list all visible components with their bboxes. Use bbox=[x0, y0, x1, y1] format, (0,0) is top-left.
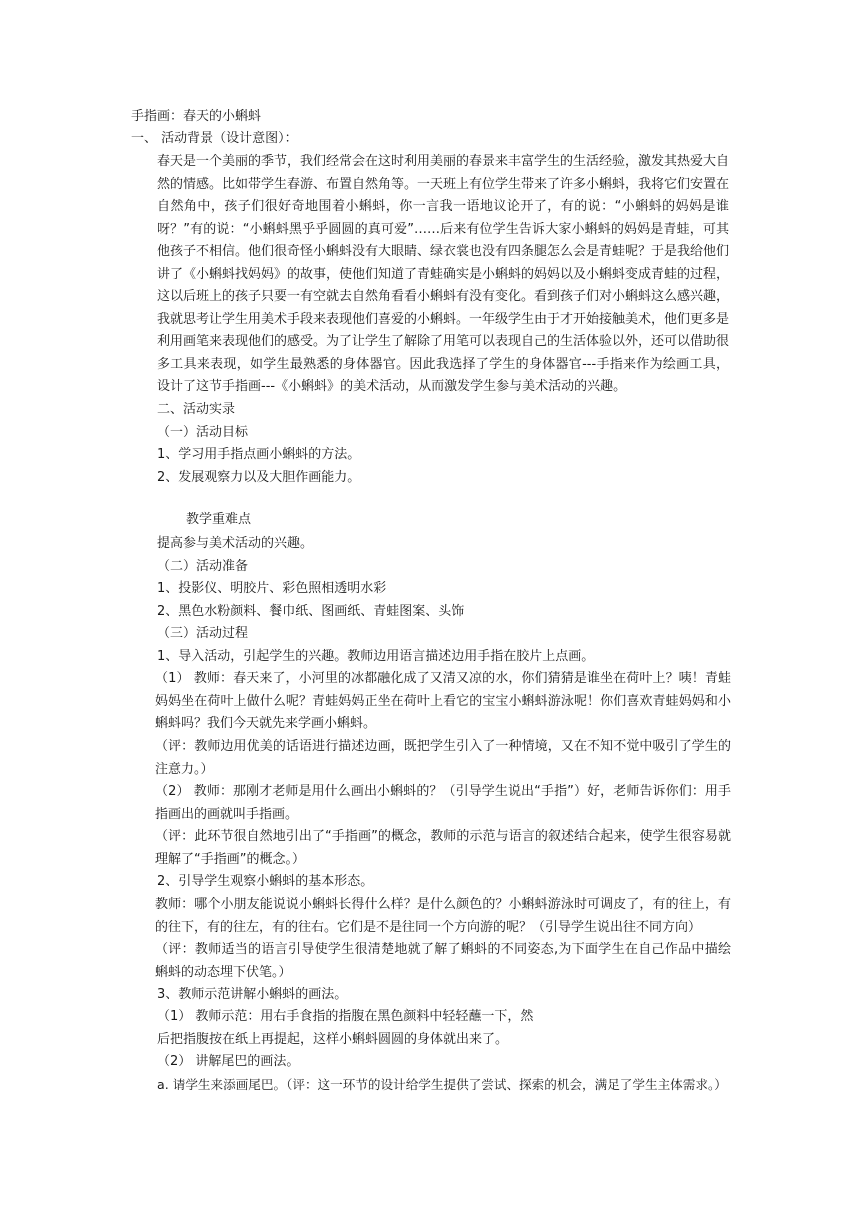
step-1-2: （2） 教师：那刚才老师是用什么画出小蝌蚪的？（引导学生说出“手指”）好，老师告诉你们：用手指画出的画就叫手指画。 bbox=[155, 784, 731, 822]
step-1-1: （1） 教师：春天来了，小河里的冰都融化成了又清又凉的水，你们猜猜是谁坐在荷叶上？咦！青蛙妈妈坐在荷叶上做什么呢？青蛙妈妈正坐在荷叶上看它的宝宝小蝌蚪游泳呢！你们喜欢青蛙妈妈和小蝌蚪吗？我们今天就先来学画小蝌蚪。 bbox=[155, 671, 731, 731]
goal-item-2: 2、发展观察力以及大胆作画能力。 bbox=[157, 470, 361, 485]
goal-item-1: 1、学习用手指点画小蝌蚪的方法。 bbox=[157, 447, 361, 462]
prep-heading: （二）活动准备 bbox=[157, 559, 249, 574]
background-paragraph: 春天是一个美丽的季节，我们经常会在这时利用美丽的春景来丰富学生的生活经验，激发其热爱大自然的情感。比如带学生春游、布置自然角等。一天班上有位学生带来了许多小蝌蚪，我将它们安置在自然角中，孩子们很好奇地围着小蝌蚪，你一言我一语地议论开了，有的说：“小蝌蚪的妈妈是谁呀？”有的说：“小蝌蚪黑乎乎圆圆的真可爱”……后来有位学生告诉大家小蝌蚪的妈妈是青蛙，可其他孩子不相信。他们很奇怪小蝌蚪没有大眼睛、绿衣裳也没有四条腿怎么会是青蛙呢？于是我给他们讲了《小蝌蚪找妈妈》的故事，使他们知道了青蛙确实是小蝌蚪的妈妈以及小蝌蚪变成青蛙的过程，这以后班上的孩子只要一有空就去自然角看看小蝌蚪有没有变化。看到孩子们对小蝌蚪这么感兴趣，我就思考让学生用美术手段来表现他们喜爱的小蝌蚪。一年级学生由于才开始接触美术，他们更多是利用画笔来表现他们的感受。为了让学生了解除了用笔可以表现自己的生活体验以外，还可以借助很多工具来表现，如学生最熟悉的身体器官。因此我选择了学生的身体器官---手指来作为绘画工具，设计了这节手指画---《小蝌蚪》的美术活动，从而激发学生参与美术活动的兴趣。 bbox=[157, 154, 730, 394]
prep-item-1: 1、投影仪、明胶片、彩色照相透明水彩 bbox=[157, 581, 387, 596]
comment-3: （评：教师适当的语言引导使学生很清楚地就了解了蝌蚪的不同姿态,为下面学生在自己作品中描绘蝌蚪的动态埋下伏笔。） bbox=[155, 942, 731, 980]
step-1: 1、导入活动，引起学生的兴趣。教师边用语言描述边用手指在胶片上点画。 bbox=[157, 649, 595, 664]
step-3-1-line-1: （1） 教师示范：用右手食指的指腹在黑色颜料中轻轻蘸一下，然 bbox=[157, 1009, 534, 1024]
doc-title: 手指画：春天的小蝌蚪 bbox=[131, 109, 262, 124]
process-heading: （三）活动过程 bbox=[157, 626, 249, 641]
goal-heading: （一）活动目标 bbox=[157, 425, 249, 440]
step-a: a. 请学生来添画尾巴。（评：这一环节的设计给学生提供了尝试、探索的机会，满足了学生主体需求。） bbox=[157, 1077, 727, 1092]
comment-2: （评：此环节很自然地引出了“手指画”的概念，教师的示范与语言的叙述结合起来，使学生很容易就理解了“手指画”的概念。） bbox=[155, 829, 731, 867]
comment-1: （评：教师边用优美的话语进行描述边画，既把学生引入了一种情境，又在不知不觉中吸引了学生的注意力。） bbox=[155, 739, 731, 777]
prep-item-2: 2、黑色水粉颜料、餐巾纸、图画纸、青蛙图案、头饰 bbox=[157, 604, 465, 619]
section-heading-record: 二、活动实录 bbox=[157, 402, 236, 417]
step-3-2: （2） 讲解尾巴的画法。 bbox=[157, 1054, 300, 1069]
step-2: 2、引导学生观察小蝌蚪的基本形态。 bbox=[157, 874, 374, 889]
step-2-text: 教师：哪个小朋友能说说小蝌蚪长得什么样？是什么颜色的？小蝌蚪游泳时可调皮了，有的往上，有的往下，有的往左，有的往右。它们是不是往同一个方向游的呢？（引导学生说出往不同方向） bbox=[155, 897, 731, 935]
section-heading-background: 一、 活动背景（设计意图）： bbox=[131, 131, 298, 146]
step-3: 3、教师示范讲解小蝌蚪的画法。 bbox=[157, 987, 348, 1002]
key-points-heading: 教学重难点 bbox=[186, 512, 252, 527]
key-points-text: 提高参与美术活动的兴趣。 bbox=[157, 536, 314, 551]
step-3-1-line-2: 后把指腹按在纸上再提起，这样小蝌蚪圆圆的身体就出来了。 bbox=[157, 1032, 509, 1047]
